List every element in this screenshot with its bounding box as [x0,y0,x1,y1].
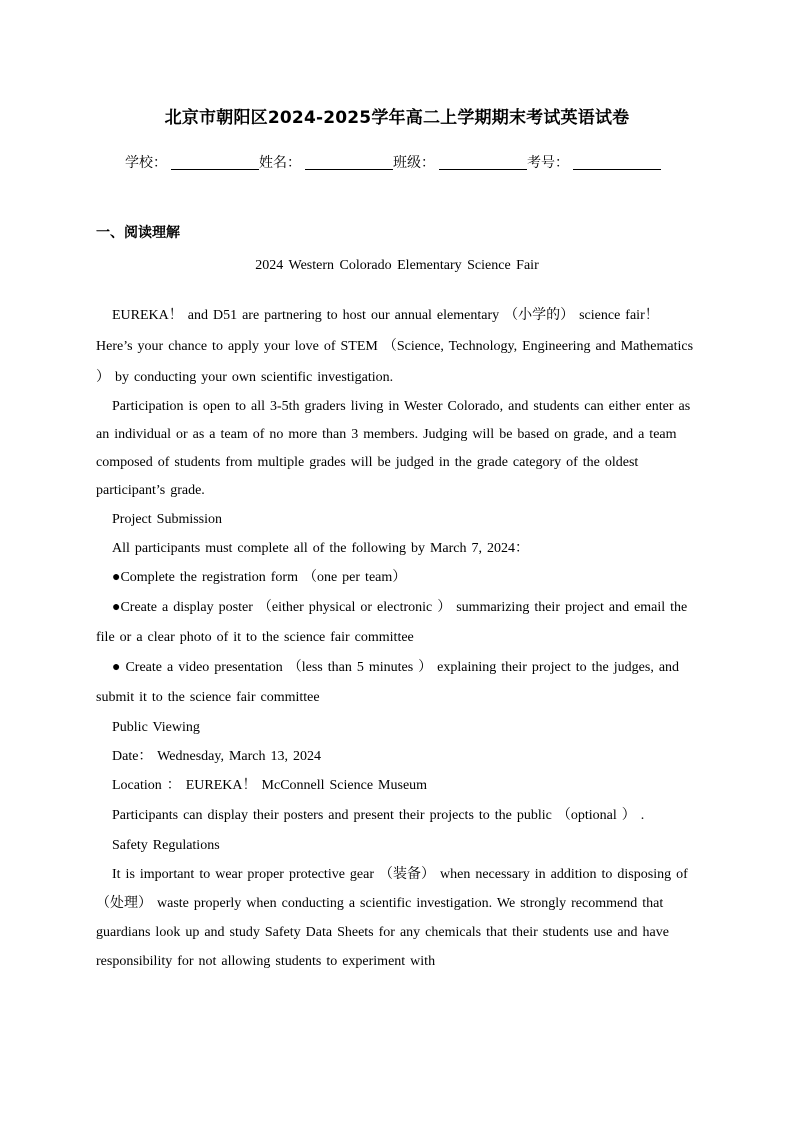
school-label: 学校： [125,155,167,171]
all-participants-line: All participants must complete all of the following by March 7, 2024： [112,541,529,556]
school-field [125,152,259,172]
name-field [259,152,393,172]
class-blank [439,154,527,170]
student-info-line [125,152,685,172]
exam-title: 北京市朝阳区2024-2025学年高二上学期期末考试英语试卷 [164,108,630,128]
bullet-display-poster: ●Create a display poster （either physical or electronic ） summarizing their project and email the file or a clear photo of it to the science fair committee [96,600,688,645]
exam-number-blank [573,154,661,170]
project-submission-heading: Project Submission [112,512,223,527]
name-blank [305,154,393,170]
name-label: 姓名： [259,155,301,171]
date-line: Date： Wednesday, March 13, 2024 [112,749,321,764]
participants-display-line: Participants can display their posters and present their projects to the public （optional ） . [112,808,645,823]
bullet-video-presentation: ● Create a video presentation （less than 5 minutes ） explaining their project to the judges, and submit it to the science fair committee [96,660,680,705]
exam-number-field [527,152,661,172]
bullet-registration: ●Complete the registration form （one per team） [112,570,407,585]
section-heading: 一、阅读理解 [96,225,180,241]
public-viewing-heading: Public Viewing [112,720,200,735]
participation-paragraph: Participation is open to all 3-5th graders living in Wester Colorado, and students can either enter as an individual or as a team of no more than 3 members. Judging will be based on grade, and a team composed of students from multiple grades will be judged in the grade category of the oldest participant’s grade. [96,399,691,498]
safety-paragraph: It is important to wear proper protective gear （装备） when necessary in addition to disposing of （处理） waste properly when conducting a scientific investigation. We strongly recommend that guardians look up and study Safety Data Sheets for any chemicals that their students use and have responsibility for not allowing students to experiment with [96,867,688,969]
class-label: 班级： [393,155,435,171]
intro-paragraph: EUREKA！ and D51 are partnering to host our annual elementary （小学的） science fair！ Here’s your chance to apply your love of STEM （Science, Technology, Engineering and Mathematics ） by conducting your own scientific investigation. [96,308,694,385]
exam-number-label: 考号： [527,155,569,171]
class-field [393,152,527,172]
passage-body [96,300,694,976]
safety-regulations-heading: Safety Regulations [112,838,220,853]
school-blank [171,154,259,170]
passage-title: 2024 Western Colorado Elementary Science Fair [255,258,539,273]
location-line: Location ： EUREKA！ McConnell Science Museum [112,778,428,793]
